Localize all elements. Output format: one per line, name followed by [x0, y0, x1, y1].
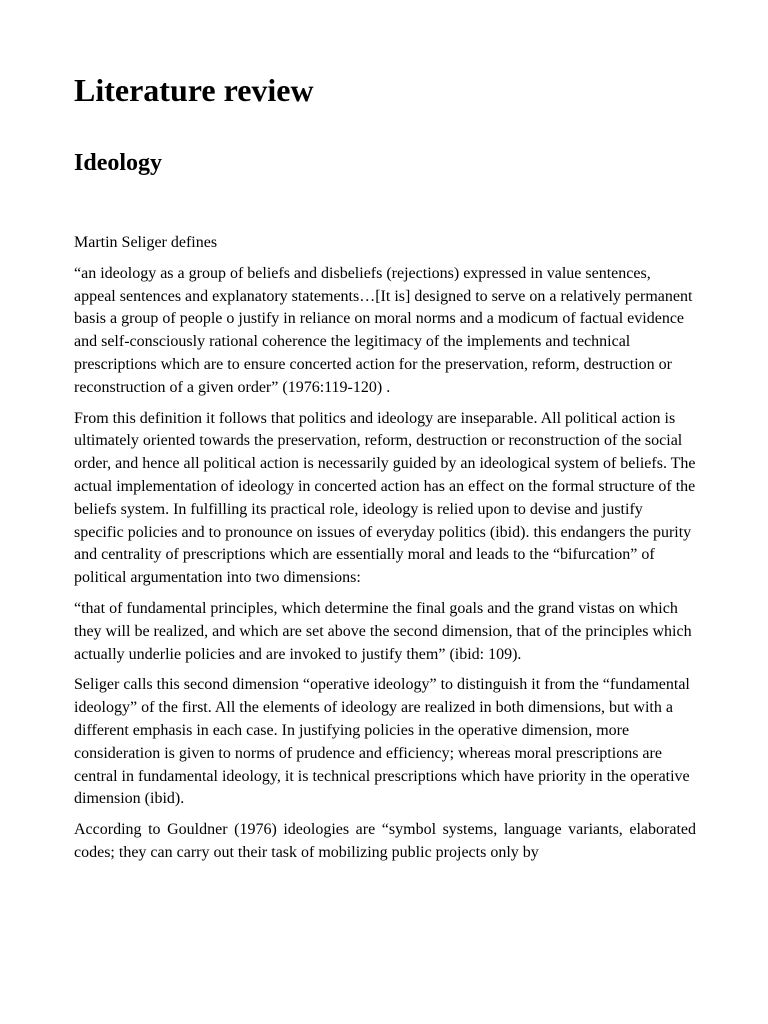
paragraph-operative-ideology: Seliger calls this second dimension “operative ideology” to distinguish it from the “fundamental ideology” of the first. All the elements of ideology are realized in both dimensions, but with a different emphasis in each case. In justifying policies in the operative dimension, more consideration is given to norms of prudence and efficiency; whereas moral prescriptions are central in fundamental ideology, it is technical prescriptions which have priority in the operative dimension (ibid). [74, 676, 690, 808]
document-title: Literature review [74, 72, 314, 108]
body-text [74, 232, 696, 873]
paragraph-quote-definition: “an ideology as a group of beliefs and disbeliefs (rejections) expressed in value sentences, appeal sentences and explanatory statements…[It is] designed to serve on a relatively permanent basis a group of people o justify in reliance on moral norms and a modicum of factual evidence and self-consciously rational coherence the legitimacy of the implements and technical prescriptions which are to ensure concerted action for the preservation, reform, destruction or reconstruction of a given order” (1976:119-120) . [74, 264, 693, 396]
paragraph-gouldner: According to Gouldner (1976) ideologies are “symbol systems, language variants, elaborated codes; they can carry out their task of mobilizing public projects only by [74, 821, 696, 861]
paragraph-intro: Martin Seliger defines [74, 234, 218, 251]
paragraph-quote-principles: “that of fundamental principles, which determine the final goals and the grand vistas on which they will be realized, and which are set above the second dimension, that of the principles which actually underlie policies and are invoked to justify them” (ibid: 109). [74, 599, 692, 663]
paragraph-politics-ideology: From this definition it follows that politics and ideology are inseparable. All political action is ultimately oriented towards the preservation, reform, destruction or reconstruction of the social order, and hence all political action is necessarily guided by an ideological system of beliefs. The actual implementation of ideology in concerted action has an effect on the formal structure of the beliefs system. In fulfilling its practical role, ideology is relied upon to devise and justify specific policies and to pronounce on issues of everyday politics (ibid). this endangers the purity and centrality of prescriptions which are essentially moral and leads to the “bifurcation” of political argumentation into two dimensions: [74, 409, 696, 587]
section-heading: Ideology [74, 150, 163, 176]
